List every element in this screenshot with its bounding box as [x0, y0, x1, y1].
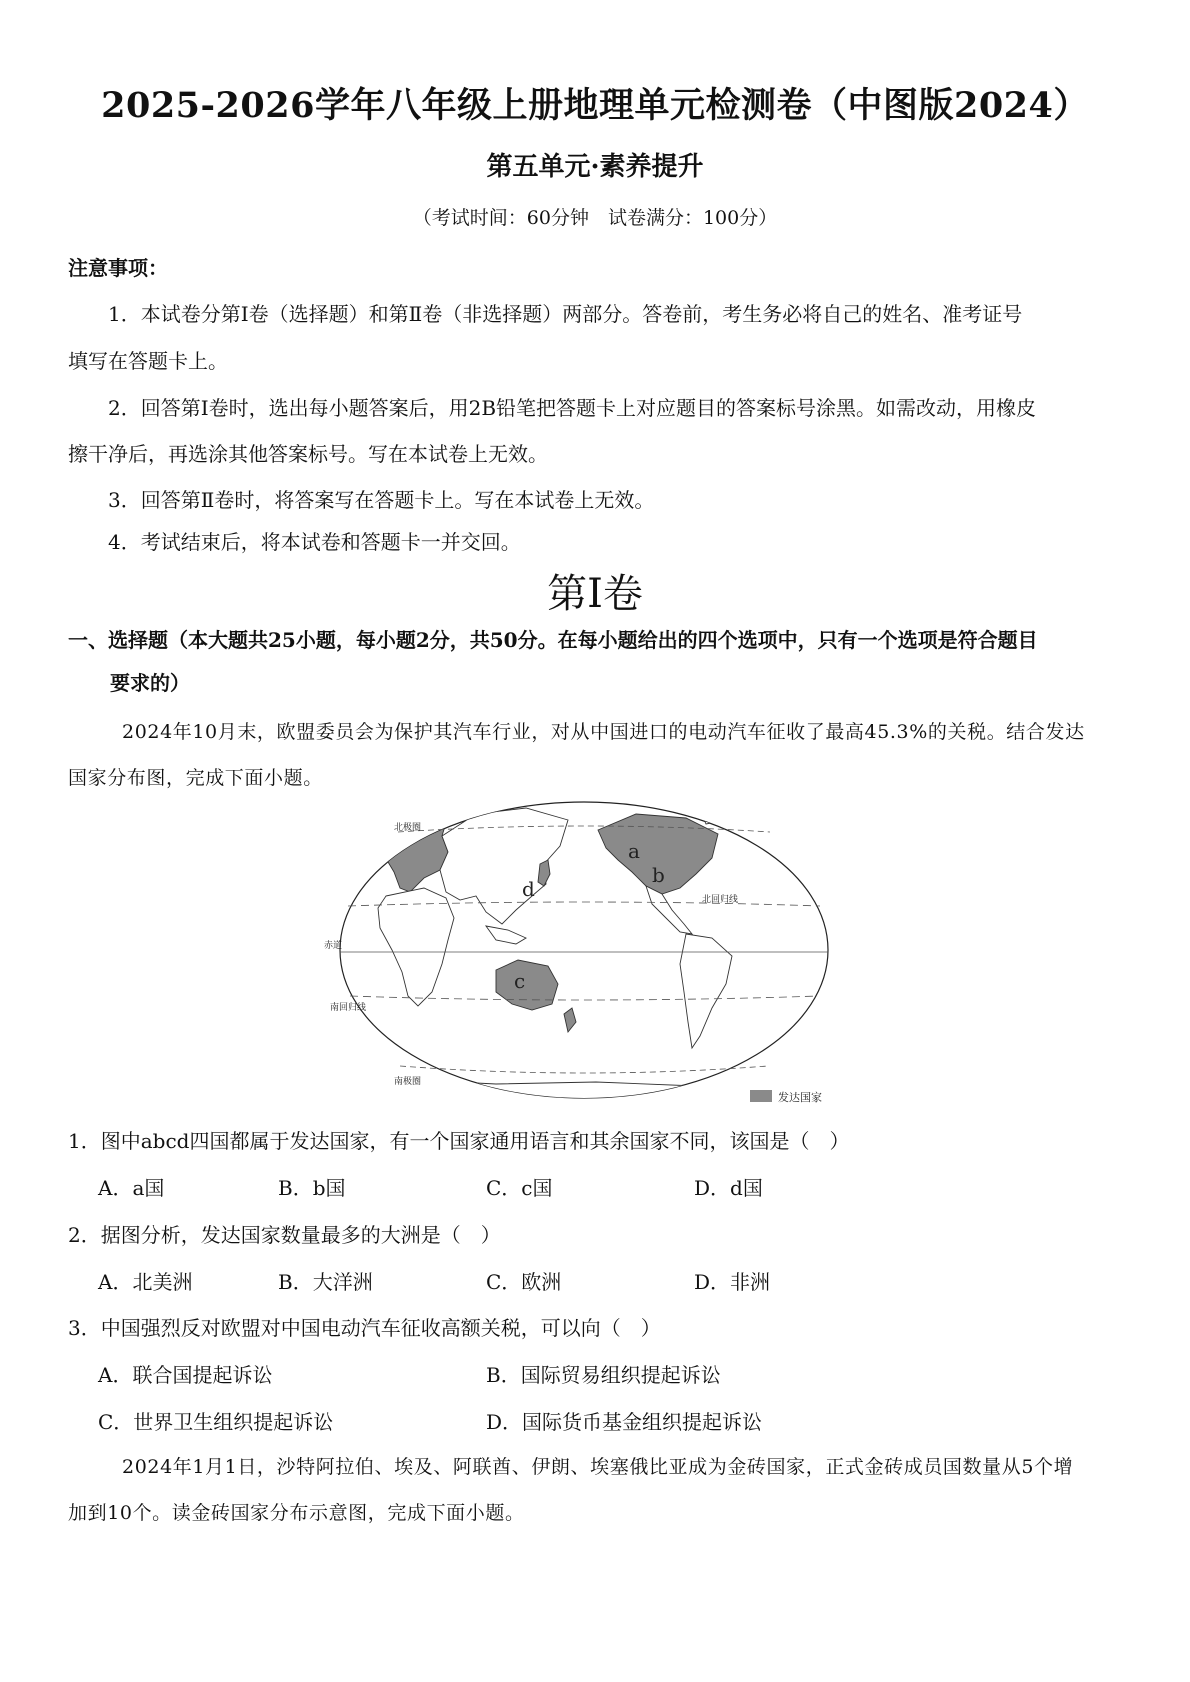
question-1-option-b[interactable]: B．b国: [278, 1176, 346, 1200]
question-2-option-b[interactable]: B．大洋洲: [278, 1270, 373, 1294]
notice-heading: 注意事项：: [68, 256, 168, 280]
developed-countries-map: [324, 800, 832, 1106]
question-2-option-a[interactable]: A．北美洲: [98, 1270, 193, 1294]
question-2-option-d[interactable]: D．非洲: [694, 1270, 771, 1294]
volume-title: 第Ⅰ卷: [547, 571, 643, 617]
unit-subtitle: 第五单元·素养提升: [486, 152, 704, 182]
question-2-option-c[interactable]: C．欧洲: [486, 1270, 562, 1294]
question-3-option-d[interactable]: D．国际货币基金组织提起诉讼: [486, 1410, 763, 1434]
question-3-option-a[interactable]: A．联合国提起诉讼: [98, 1363, 273, 1387]
notice-item-2-line-1: 2．回答第Ⅰ卷时，选出每小题答案后，用2B铅笔把答题卡上对应题目的答案标号涂黑。如需改动，用橡皮: [108, 396, 1037, 420]
antarctic-circle-label: 南极圈: [394, 1077, 422, 1087]
legend-label: 发达国家: [778, 1091, 822, 1104]
material-1-line-1: 2024年10月末，欧盟委员会为保护其汽车行业，对从中国进口的电动汽车征收了最高45.3%的关税。结合发达: [122, 721, 1085, 743]
question-1-option-c[interactable]: C．c国: [486, 1176, 553, 1200]
arctic-circle-label: 北极圈: [394, 823, 422, 833]
exam-title: 2025-2026学年八年级上册地理单元检测卷（中图版2024）: [101, 85, 1089, 126]
map-label-d: d: [522, 877, 535, 901]
question-2-stem: 2．据图分析，发达国家数量最多的大洲是（ ）: [68, 1223, 501, 1247]
notice-item-2-line-2: 擦干净后，再选涂其他答案标号。写在本试卷上无效。: [68, 442, 548, 466]
map-label-a: a: [628, 839, 640, 863]
legend-swatch: [750, 1090, 772, 1102]
section-heading-line-2: 要求的）: [110, 671, 190, 695]
question-3-option-c[interactable]: C．世界卫生组织提起诉讼: [98, 1410, 334, 1434]
notice-item-4: 4．考试结束后，将本试卷和答题卡一并交回。: [108, 530, 521, 554]
section-heading-line-1: 一、选择题（本大题共25小题，每小题2分，共50分。在每小题给出的四个选项中，只有一个选项是符合题目: [68, 628, 1038, 652]
tropic-cancer-label: 北回归线: [702, 895, 739, 905]
question-3-stem: 3．中国强烈反对欧盟对中国电动汽车征收高额关税，可以向（ ）: [68, 1316, 661, 1340]
notice-item-1-line-2: 填写在答题卡上。: [68, 349, 228, 373]
notice-item-1-line-1: 1．本试卷分第Ⅰ卷（选择题）和第Ⅱ卷（非选择题）两部分。答卷前，考生务必将自己的姓名、准考证号: [108, 302, 1023, 326]
question-1-option-d[interactable]: D．d国: [694, 1176, 763, 1200]
tropic-capricorn-label: 南回归线: [330, 1003, 367, 1013]
question-3-option-b[interactable]: B．国际贸易组织提起诉讼: [486, 1363, 721, 1387]
material-2-line-2: 加到10个。读金砖国家分布示意图，完成下面小题。: [68, 1502, 525, 1524]
material-2-line-1: 2024年1月1日，沙特阿拉伯、埃及、阿联酋、伊朗、埃塞俄比亚成为金砖国家，正式金砖成员国数量从5个增: [122, 1456, 1074, 1478]
map-label-b: b: [652, 863, 665, 887]
exam-info: （考试时间：60分钟 试卷满分：100分）: [412, 207, 778, 229]
question-1-stem: 1．图中abcd四国都属于发达国家，有一个国家通用语言和其余国家不同，该国是（ ）: [68, 1129, 850, 1153]
notice-item-3: 3．回答第Ⅱ卷时，将答案写在答题卡上。写在本试卷上无效。: [108, 488, 655, 512]
map-label-c: c: [514, 969, 526, 993]
material-1-line-2: 国家分布图，完成下面小题。: [68, 767, 323, 789]
question-1-option-a[interactable]: A．a国: [98, 1176, 165, 1200]
equator-label: 赤道: [324, 941, 343, 951]
